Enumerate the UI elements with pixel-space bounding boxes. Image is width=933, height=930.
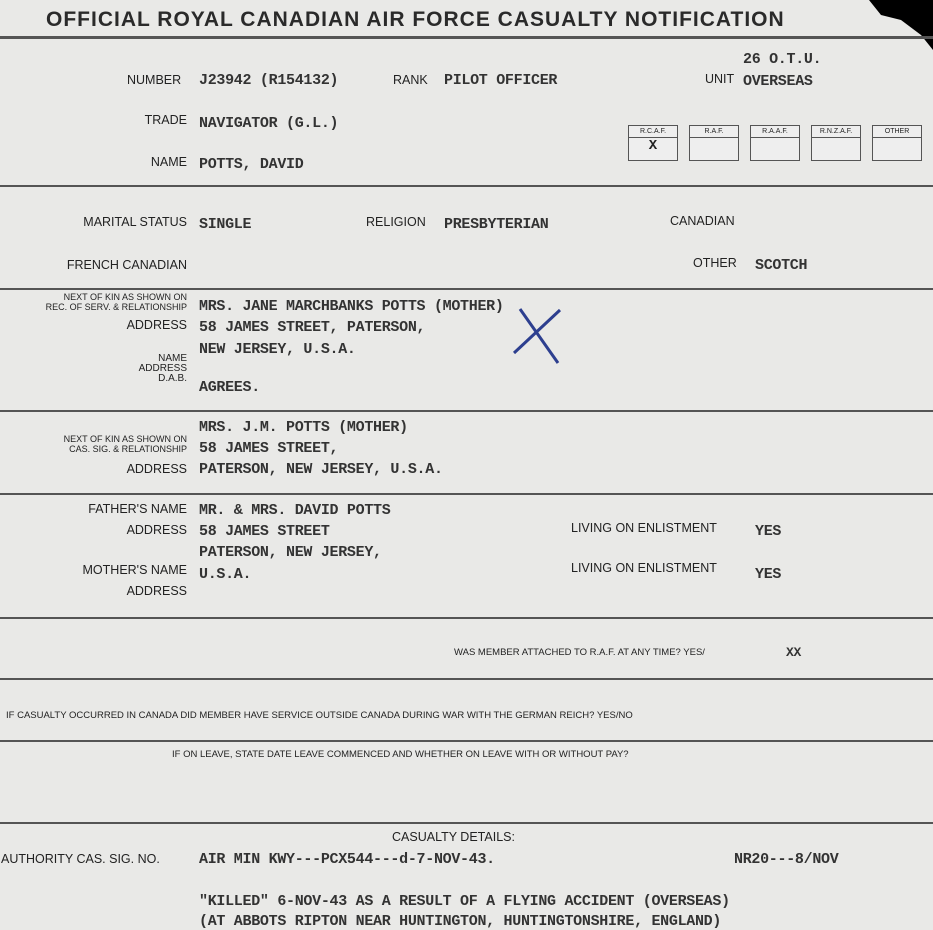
nok2-address-2: PATERSON, NEW JERSEY, U.S.A. [199, 461, 443, 478]
leave-question: IF ON LEAVE, STATE DATE LEAVE COMMENCED AND WHETHER ON LEAVE WITH OR WITHOUT PAY? [172, 749, 629, 760]
service-box-label: R.A.F. [690, 126, 738, 138]
authority-value: AIR MIN KWY---PCX544---d-7-NOV-43. [199, 851, 495, 868]
name-label: NAME [150, 155, 187, 169]
trade-value: NAVIGATOR (G.L.) [199, 115, 339, 132]
religion-value: PRESBYTERIAN [444, 216, 549, 233]
service-outside-question: IF CASUALTY OCCURRED IN CANADA DID MEMBER HAVE SERVICE OUTSIDE CANADA DURING WAR WITH THE GERMAN REICH? YES/NO [6, 710, 633, 721]
divider [0, 493, 933, 495]
trade-label: TRADE [144, 113, 187, 127]
nok2-address-label: ADDRESS [126, 462, 187, 476]
marital-value: SINGLE [199, 216, 252, 233]
rank-value: PILOT OFFICER [444, 72, 558, 89]
service-box [811, 125, 861, 161]
father-living-value: YES [755, 523, 782, 540]
casualty-details-heading: CASUALTY DETAILS: [392, 830, 515, 844]
divider [0, 740, 933, 742]
service-box [628, 125, 678, 161]
unit-label: UNIT [705, 72, 735, 86]
divider [0, 288, 933, 290]
service-box-mark: X [648, 138, 658, 154]
other-label: OTHER [693, 256, 737, 270]
french-canadian-label: FRENCH CANADIAN [66, 258, 187, 272]
mother-label: MOTHER'S NAME [82, 563, 187, 577]
divider [0, 678, 933, 680]
mother-living-value: YES [755, 566, 782, 583]
service-box-label: R.A.A.F. [751, 126, 799, 138]
torn-corner [853, 0, 933, 50]
service-box [750, 125, 800, 161]
father-living-label: LIVING ON ENLISTMENT [571, 521, 717, 535]
father-value: MR. & MRS. DAVID POTTS [199, 502, 391, 519]
form-title: OFFICIAL ROYAL CANADIAN AIR FORCE CASUALTY NOTIFICATION [46, 8, 785, 31]
number-value: J23942 (R154132) [199, 72, 339, 89]
mother-address-label: ADDRESS [126, 584, 187, 598]
service-box-label: OTHER [873, 126, 921, 138]
parent-address-3: U.S.A. [199, 566, 252, 583]
nok1-label-b: REC. OF SERV. & RELATIONSHIP [45, 302, 187, 312]
rank-label: RANK [393, 73, 428, 87]
authority-label: AUTHORITY CAS. SIG. NO. [1, 852, 160, 866]
nok1-address-1: 58 JAMES STREET, PATERSON, [199, 319, 426, 336]
nok1-address-label: ADDRESS [126, 318, 187, 332]
raf-question: WAS MEMBER ATTACHED TO R.A.F. AT ANY TIME? YES/ [454, 647, 705, 658]
divider [0, 410, 933, 412]
dab-address-label: ADDRESS [138, 363, 187, 374]
divider [0, 36, 933, 39]
father-label: FATHER'S NAME [88, 502, 187, 516]
other-value: SCOTCH [755, 257, 808, 274]
divider [0, 617, 933, 619]
parent-address-1: 58 JAMES STREET [199, 523, 330, 540]
mother-living-label: LIVING ON ENLISTMENT [571, 561, 717, 575]
service-box [872, 125, 922, 161]
religion-label: RELIGION [366, 215, 426, 229]
name-value: POTTS, DAVID [199, 156, 304, 173]
number-label: NUMBER [127, 73, 182, 87]
nok1-address-2: NEW JERSEY, U.S.A. [199, 341, 356, 358]
service-box [689, 125, 739, 161]
casualty-details-1: "KILLED" 6-NOV-43 AS A RESULT OF A FLYING ACCIDENT (OVERSEAS) [199, 893, 730, 910]
dab-label: D.A.B. [158, 373, 187, 384]
authority-ref: NR20---8/NOV [734, 851, 839, 868]
nok2-name: MRS. J.M. POTTS (MOTHER) [199, 419, 408, 436]
divider [0, 185, 933, 187]
unit-value-1: 26 O.T.U. [743, 51, 822, 68]
pen-x-mark [508, 305, 566, 365]
dab-name-label: NAME [158, 353, 187, 364]
nok2-label-a: NEXT OF KIN AS SHOWN ON [63, 434, 187, 444]
service-box-label: R.N.Z.A.F. [812, 126, 860, 138]
unit-value-2: OVERSEAS [743, 73, 813, 90]
nok1-name: MRS. JANE MARCHBANKS POTTS (MOTHER) [199, 298, 504, 315]
nok2-address-1: 58 JAMES STREET, [199, 440, 339, 457]
marital-label: MARITAL STATUS [83, 215, 187, 229]
parent-address-2: PATERSON, NEW JERSEY, [199, 544, 382, 561]
nok2-label-b: CAS. SIG. & RELATIONSHIP [69, 444, 187, 454]
parent-address-label: ADDRESS [126, 523, 187, 537]
nok1-label-a: NEXT OF KIN AS SHOWN ON [63, 292, 187, 302]
dab-value: AGREES. [199, 379, 260, 396]
divider [0, 822, 933, 824]
service-box-label: R.C.A.F. [629, 126, 677, 138]
raf-answer: XX [786, 645, 802, 660]
canadian-label: CANADIAN [670, 214, 735, 228]
casualty-details-2: (AT ABBOTS RIPTON NEAR HUNTINGTON, HUNTINGTONSHIRE, ENGLAND) [199, 913, 722, 930]
